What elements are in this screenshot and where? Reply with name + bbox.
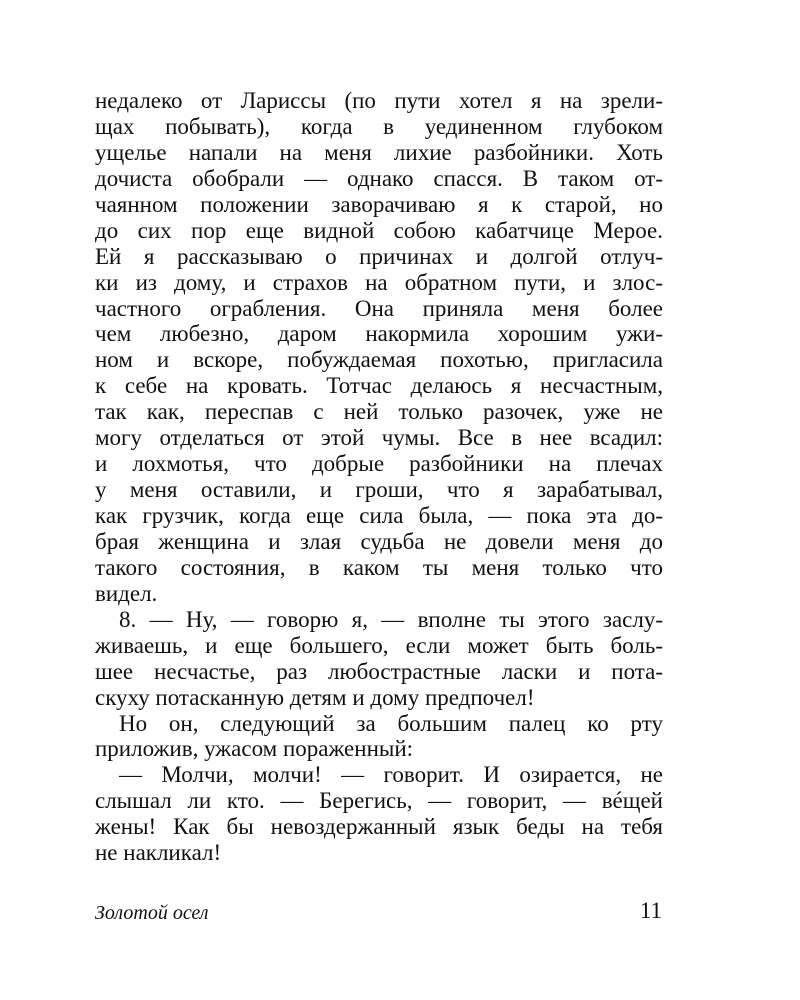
text-line: не накликал! bbox=[95, 840, 222, 866]
text-line: 8. — Ну, — говорю я, — вполне ты этого заслу- bbox=[119, 606, 663, 632]
text-line: дочиста обобрали — однако спасся. В таком от- bbox=[95, 165, 663, 191]
text-line: Но он, следующий за большим палец ко рту bbox=[119, 710, 663, 736]
text-line: ки из дому, и страхов на обратном пути, и злос- bbox=[95, 269, 663, 295]
footer-book-title: Золотой осел bbox=[95, 902, 209, 924]
text-line: так как, переспав с ней только разочек, уже не bbox=[95, 399, 663, 425]
text-line: видел. bbox=[95, 580, 158, 606]
text-line: брая женщина и злая судьба не довели меня до bbox=[95, 528, 663, 554]
text-line: жены! Как бы невоздержанный язык беды на тебя bbox=[95, 814, 663, 840]
text-line: к себе на кровать. Тотчас делаюсь я несчастным, bbox=[95, 373, 663, 399]
text-line: до сих пор еще видной собою кабатчице Мерое. bbox=[95, 217, 663, 243]
text-line: скуху потасканную детям и дому предпочел! bbox=[95, 684, 535, 710]
text-line: щах побывать), когда в уединенном глубоком bbox=[95, 113, 663, 139]
text-line: живаешь, и еще большего, если может быть боль- bbox=[95, 632, 663, 658]
text-line: частного ограбления. Она приняла меня более bbox=[95, 295, 663, 321]
body-text bbox=[95, 88, 663, 866]
text-line: могу отделаться от этой чумы. Все в нее всадил: bbox=[95, 425, 663, 451]
page-number: 11 bbox=[639, 898, 662, 923]
text-line: чаянном положении заворачиваю я к старой, но bbox=[95, 191, 663, 217]
text-line: как грузчик, когда еще сила была, — пока эта до- bbox=[95, 503, 663, 528]
text-line: слышал ли кто. — Берегись, — говорит, — вéщей bbox=[95, 788, 663, 814]
text-line: и лохмотья, что добрые разбойники на плечах bbox=[95, 451, 663, 477]
text-line: ном и вскоре, побуждаемая похотью, пригласила bbox=[95, 347, 663, 373]
text-line: такого состояния, в каком ты меня только что bbox=[95, 554, 663, 580]
text-line: чем любезно, даром накормила хорошим ужи- bbox=[95, 321, 663, 347]
text-line: шее несчастье, раз любострастные ласки и пота- bbox=[95, 658, 663, 684]
text-line: — Молчи, молчи! — говорит. И озирается, не bbox=[119, 762, 663, 788]
text-line: ущелье напали на меня лихие разбойники. Хоть bbox=[95, 139, 663, 165]
text-line: приложив, ужасом пораженный: bbox=[95, 736, 414, 762]
text-line: недалеко от Ларисcы (по пути хотел я на зрели- bbox=[95, 88, 663, 113]
text-line: у меня оставили, и гроши, что я зарабатывал, bbox=[95, 477, 663, 503]
text-line: Ей я рассказываю о причинах и долгой отлуч- bbox=[95, 243, 663, 269]
